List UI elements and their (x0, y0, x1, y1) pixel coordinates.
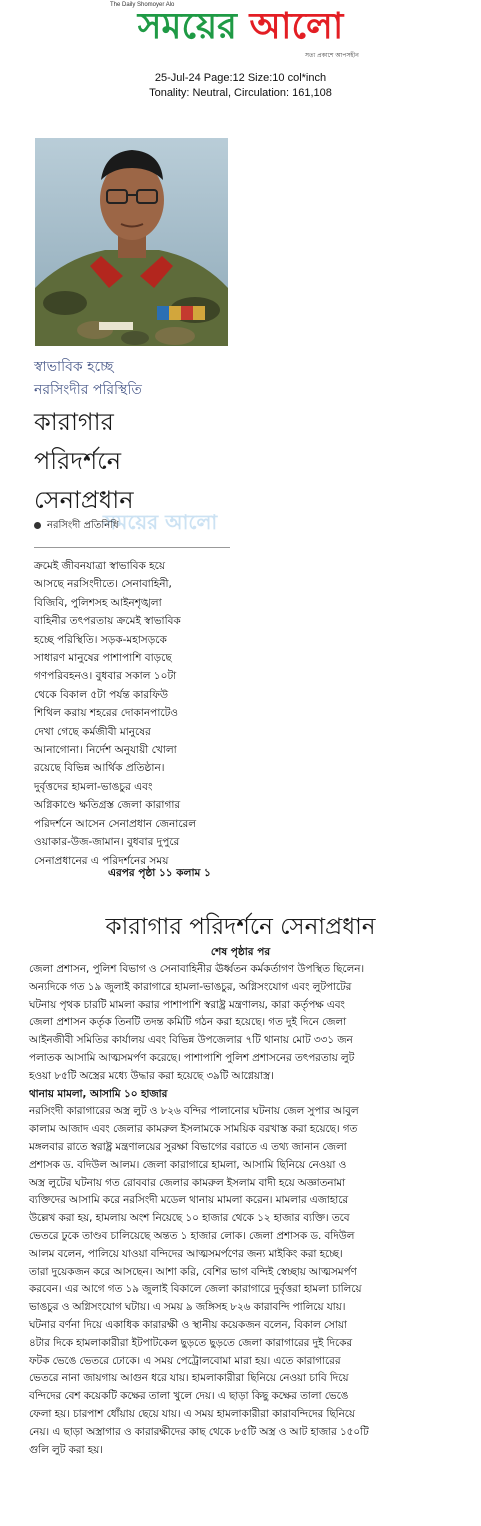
continuation-jump-line: এরপর পৃষ্ঠা ১১ কলাম ১ (108, 867, 211, 879)
masthead-tagline: সত্য প্রকাশে আপসহীন (305, 52, 359, 59)
masthead-word-1: সময়ের (137, 6, 237, 47)
kicker-line-1: স্বাভাবিক হচ্ছে (34, 359, 114, 375)
body-line: বিজিবি, পুলিশসহ আইনশৃঙ্খলা (34, 596, 162, 609)
kicker-line-2: নরসিংদীর পরিস্থিতি (34, 382, 142, 398)
headline-line-3: সেনাপ্রধান (34, 486, 134, 514)
body-line: কালাম আজাদ এবং জেলার কামরুল ইসলামকে সাময়িক বরখাস্ত করা হয়েছে। গত (29, 1123, 358, 1136)
body-line: পলাতক আসামি আত্মসমর্পণ করেছে। পাশাপাশি পুলিশ প্রশাসনের তৎপরতায় লুট (29, 1051, 355, 1064)
divider (34, 547, 230, 548)
body-line: ভেতরে নানা জায়গায় আগুন ধরে যায়। হামলাকারীরা ছিনিয়ে নেওয়া চাবি দিয়ে (29, 1372, 349, 1385)
body-line: নেয়। এ ছাড়া অস্ত্রাগার ও কারারক্ষীদের কাছ থেকে ৮৫টি অস্ত্র ও আট হাজার ১৫০টি (29, 1425, 369, 1438)
body-line: থেকে বিকাল ৫টা পর্যন্ত কারফিউ (34, 688, 169, 701)
portrait-illustration (35, 138, 228, 346)
newspaper-watermark: সময়ের আলো (103, 510, 218, 534)
body-line: জেলা প্রশাসন কর্তৃক তিনটি তদন্ত কমিটি গঠন করা হয়েছে। গত দুই দিনে জেলা (29, 1016, 347, 1029)
body-line: ঘটনায় পৃথক চারটি মামলা করার পাশাপাশি স্বরাষ্ট্র মন্ত্রণালয়, কারা কর্তৃপক্ষ এবং (29, 998, 345, 1011)
body-line: অগ্নিকাণ্ডে ক্ষতিগ্রস্ত জেলা কারাগার (34, 799, 181, 812)
body-line: ওয়াকার-উজ-জামান। বুধবার দুপুরে (34, 836, 180, 849)
body-line: ফেলা হয়। চারপাশ ধোঁয়ায় ছেয়ে যায়। এ সময় হামলাকারীরা কারাবন্দিদের ছিনিয়ে (29, 1407, 355, 1420)
continued-from-label: শেষ পৃষ্ঠার পর (210, 946, 271, 958)
body-line: পরিদর্শনে আসেন সেনাপ্রধান জেনারেল (34, 817, 197, 830)
body-line: করবেন। এর আগে গত ১৯ জুলাই বিকালে জেলা কারাগারে দুর্বৃত্তরা হামলা চালিয়ে (29, 1283, 362, 1296)
body-line: বন্দিদের বেশ কয়েকটি কক্ষের তালা খুলে দেয়। এ ছাড়া কিছু কক্ষের তালা ভেঙে (29, 1390, 349, 1403)
army-chief-photo (35, 138, 228, 346)
body-line: রয়েছে বিভিন্ন আর্থিক প্রতিষ্ঠান। (34, 762, 165, 775)
body-line: উল্লেখ করা হয়, হামলায় অংশ নিয়েছে ১০ হাজার থেকে ১২ হাজার ব্যক্তি। তবে (29, 1212, 350, 1225)
body-line: শিথিল করায় শহরের দোকানপাটেও (34, 707, 179, 720)
byline (34, 518, 119, 535)
body-line: অস্ত্র লুটের ঘটনায় গত রোববার জেলার কামরুল ইসলাম বাদী হয়ে অজ্ঞাতনামা (29, 1176, 346, 1189)
body-line: ফটক ভেঙে ভেতরে ঢোকে। এ সময় পেট্রোলবোমা মারা হয়। এতে কারাগারের (29, 1354, 341, 1367)
body-line: ক্রমেই জীবনযাত্রা স্বাভাবিক হয়ে (34, 560, 166, 572)
body-line: আলম বলেন, পালিয়ে যাওয়া বন্দিদের আত্মসমর্পণের জন্য মাইকিং করা হচ্ছে। (29, 1247, 343, 1260)
body-line: ঘটনার বর্ণনা দিয়ে একাধিক কারারক্ষী ও স্থানীয় কয়েকজন বলেন, বিকাল সোয়া (29, 1318, 347, 1331)
masthead-logo (0, 5, 481, 49)
body-line: ভেতরে ঢুকে তাণ্ডব চালিয়েছে অন্তত ১ হাজার লোক। জেলা প্রশাসক ড. বদিউল (29, 1229, 355, 1242)
body-line: দেখা গেছে কর্মজীবী মানুষের (34, 725, 151, 738)
body-line: ৪টার দিকে হামলাকারীরা ইটপাটকেল ছুড়তে ছুড়তে জেলা কারাগারের দুই দিকের (29, 1336, 353, 1349)
body-line: ব্যক্তিদের আসামি করে নরসিংদী মডেল থানায় মামলা করেন। মামলার এজাহারে (29, 1194, 348, 1207)
headline-line-1: কারাগার (34, 408, 114, 436)
continuation-title: কারাগার পরিদর্শনে সেনাপ্রধান (105, 914, 376, 940)
body-line: গণপরিবহনও। বুধবার সকাল ১০টা (34, 670, 177, 683)
body-line: সাধারণ মানুষের পাশাপাশি বাড়ছে (34, 652, 172, 665)
masthead (0, 0, 481, 70)
body-line: আনাগোনা। নির্দেশ অনুযায়ী খোলা (34, 744, 177, 757)
masthead-word-2: আলো (249, 6, 344, 47)
body-line: বাহিনীর তৎপরতায় ক্রমেই স্বাভাবিক (34, 615, 181, 628)
subheading: থানায় মামলা, আসামি ১০ হাজার (29, 1087, 168, 1100)
body-line: সেনাপ্রধানের এ পরিদর্শনের সময় (34, 854, 169, 867)
clip-meta-line-1: 25-Jul-24 Page:12 Size:10 col*inch (154, 72, 327, 84)
body-line: অন্যদিকে গত ১৯ জুলাই কারাগারে হামলা-ভাঙচুর, অগ্নিসংযোগ এবং লুটপাটের (29, 980, 352, 993)
continuation-body (29, 961, 474, 1459)
body-line: মঙ্গলবার রাতে স্বরাষ্ট্র মন্ত্রণালয়ের সুরক্ষা বিভাগের বরাতে এ তথ্য জানান জেলা (29, 1140, 347, 1153)
body-line: দুর্বৃত্তদের হামলা-ভাঙচুর এবং (34, 780, 153, 793)
body-line: ভাঙচুর ও অগ্নিসংযোগ ঘটায়। এ সময় ৯ জঙ্গিসহ ৮২৬ কারাবন্দি পালিয়ে যায়। (29, 1301, 346, 1314)
body-line: হচ্ছে পরিস্থিতি। সড়ক-মহাসড়কে (34, 633, 167, 646)
bullet-icon (34, 522, 41, 529)
masthead-english-name: The Daily Shomoyer Alo (110, 2, 175, 8)
body-line: জেলা প্রশাসন, পুলিশ বিভাগ ও সেনাবাহিনীর ঊর্ধ্বতন কর্মকর্তাগণ উপস্থিত ছিলেন। (29, 963, 365, 975)
headline-line-2: পরিদর্শনে (34, 447, 122, 475)
body-line: হওয়া ৮৫টি অস্ত্রের মধ্যে উদ্ধার করা হয়েছে ৩৯টি আগ্নেয়াস্ত্র। (29, 1069, 274, 1082)
body-line: তারা দুয়েকজন করে আসছেন। আশা করি, বেশির ভাগ বন্দিই স্বেচ্ছায় আত্মসমর্পণ (29, 1265, 357, 1278)
body-line: আসছে নরসিংদীতে। সেনাবাহিনী, (34, 578, 172, 591)
article-first-column (34, 557, 239, 870)
byline-text: নরসিংদী প্রতিনিধি (47, 520, 119, 531)
body-line: আইনজীবী সমিতির কার্যালয় এবং বিভিন্ন উপজেলার ৭টি থানায় মোট ৩৩১ জন (29, 1034, 353, 1047)
body-line: নরসিংদী কারাগারের অস্ত্র লুট ও ৮২৬ বন্দির পালানোর ঘটনায় জেল সুপার আবুল (29, 1105, 359, 1118)
body-line: গুলি লুট করা হয়। (29, 1443, 103, 1456)
body-line: প্রশাসক ড. বদিউল আলম। জেলা কারাগারে হামলা, আসামি ছিনিয়ে নেওয়া ও (29, 1158, 347, 1171)
clip-meta-line-2: Tonality: Neutral, Circulation: 161,108 (149, 87, 332, 99)
